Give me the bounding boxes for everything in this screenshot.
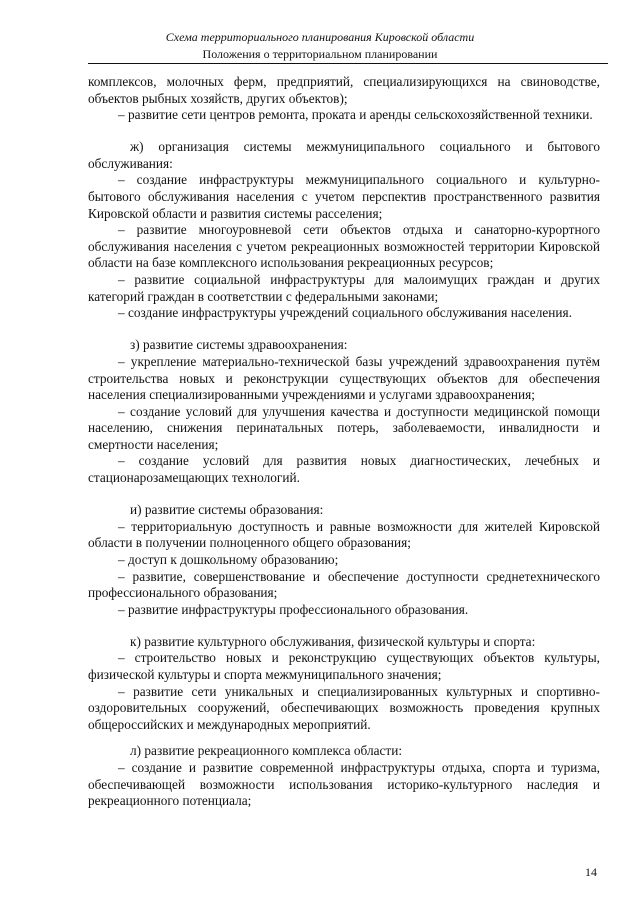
document-body (88, 74, 600, 810)
list-item: – развитие инфраструктуры профессионального образования. (118, 601, 469, 617)
document-subtitle: Положения о территориальном планировании (202, 47, 438, 61)
list-item: – территориальную доступность и равные возможности для жителей Кировской области в получении полноценного общего образования; (88, 518, 600, 551)
section-heading-l: л) развитие рекреационного комплекса области: (130, 743, 403, 759)
list-item: – создание инфраструктуры межмуниципального социального и культурно-бытового обслуживания населения с учетом перспектив пространственного развития Кировской области и развития системы расселения; (88, 172, 600, 221)
document-header (0, 30, 640, 61)
list-item: – создание условий для улучшения качества и доступности медицинской помощи населению, снижения перинатальных потерь, заболеваемости, инвалидности и смертности населения; (88, 403, 600, 452)
page-number: 14 (585, 865, 597, 879)
list-item: – развитие социальной инфраструктуры для малоимущих граждан и других категорий граждан в соответствии с федеральными законами; (88, 272, 600, 304)
list-item: – развитие многоуровневой сети объектов отдыха и санаторно-курортного обслуживания населения с учетом рекреационных возможностей территории Кировской области на базе комплексного использования рекреационных ресурсов; (88, 222, 600, 271)
list-item: – создание и развитие современной инфраструктуры отдыха, спорта и туризма, обеспечивающей возможности использования историко-культурного наследия и рекреационного потенциала; (88, 759, 600, 809)
header-divider (88, 63, 608, 64)
list-item: – развитие, совершенствование и обеспечение доступности среднетехнического профессионального образования; (88, 568, 600, 601)
section-heading-zh: ж) организация системы межмуниципального социального и бытового обслуживания: (88, 139, 600, 171)
list-item: – строительство новых и реконструкцию существующих объектов культуры, физической культуры и спорта межмуниципального значения; (88, 650, 600, 682)
list-item: – доступ к дошкольному образованию; (118, 551, 339, 567)
section-heading-z: з) развитие системы здравоохранения: (130, 337, 348, 353)
section-heading-k: к) развитие культурного обслуживания, физической культуры и спорта: (130, 633, 536, 649)
list-item: – развитие сети центров ремонта, проката и аренды сельскохозяйственной техники. (118, 107, 593, 123)
list-item: – создание условий для развития новых диагностических, лечебных и стационарозамещающих технологий. (88, 453, 600, 486)
paragraph: комплексов, молочных ферм, предприятий, специализирующихся на свиноводстве, объектов рыбных хозяйств, других объектов); (88, 74, 600, 106)
list-item: – создание инфраструктуры учреждений социального обслуживания населения. (118, 305, 572, 321)
section-heading-i: и) развитие системы образования: (130, 502, 324, 518)
document-title: Схема территориального планирования Кировской области (165, 30, 475, 44)
list-item: – укрепление материально-технической базы учреждений здравоохранения путём строительства новых и реконструкции существующих объектов для обеспечения населения специализированными учреждениями и услугами здравоохранения; (88, 353, 600, 403)
list-item: – развитие сети уникальных и специализированных культурных и спортивно-оздоровительных сооружений, обеспечивающих возможность проведения крупных общероссийских и международных мероприятий. (88, 683, 600, 732)
